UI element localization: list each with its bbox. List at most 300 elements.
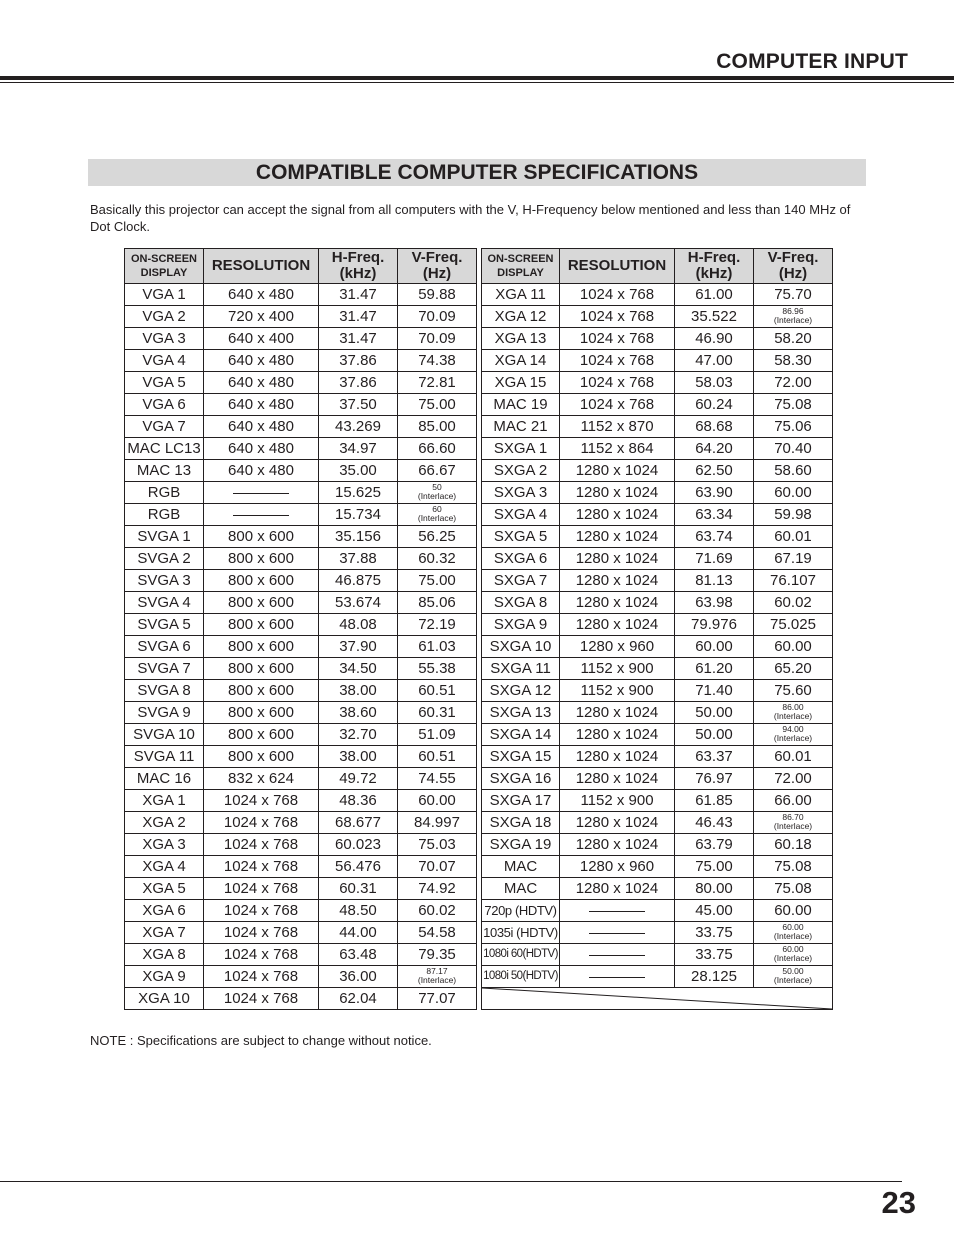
cell-vfreq: 70.07 — [398, 856, 477, 878]
interlace-frequency: 94.00 — [782, 724, 804, 734]
table-row — [125, 922, 833, 944]
interlace-frequency: 60.00 — [782, 922, 804, 932]
cell-hfreq: 43.269 — [319, 416, 398, 438]
cell-vfreq — [754, 724, 833, 746]
interlace-value — [418, 483, 456, 501]
cell-hfreq: 32.70 — [319, 724, 398, 746]
footnote: NOTE : Specifications are subject to change without notice. — [90, 1033, 432, 1048]
cell-hfreq: 46.43 — [675, 812, 754, 834]
table-row — [125, 746, 833, 768]
cell-vfreq: 75.08 — [754, 394, 833, 416]
bottom-rule — [0, 1181, 902, 1182]
top-rule — [0, 76, 954, 80]
table-row — [125, 460, 833, 482]
page-number: 23 — [881, 1185, 916, 1220]
header-resolution: RESOLUTION — [204, 249, 319, 284]
interlace-frequency: 50 — [432, 482, 442, 492]
cell-vfreq: 65.20 — [754, 658, 833, 680]
table-row — [125, 372, 833, 394]
cell-hfreq: 60.00 — [675, 636, 754, 658]
cell-resolution: 1280 x 960 — [560, 636, 675, 658]
cell-vfreq: 76.107 — [754, 570, 833, 592]
cell-display: SXGA 11 — [482, 658, 560, 680]
cell-display: SXGA 12 — [482, 680, 560, 702]
interlace-frequency: 86.96 — [782, 306, 804, 316]
section-title: COMPATIBLE COMPUTER SPECIFICATIONS — [88, 159, 866, 186]
table-row — [125, 702, 833, 724]
cell-hfreq: 60.31 — [319, 878, 398, 900]
cell-vfreq — [754, 306, 833, 328]
cell-resolution: 800 x 600 — [204, 526, 319, 548]
cell-vfreq: 75.06 — [754, 416, 833, 438]
cell-vfreq: 70.09 — [398, 328, 477, 350]
cell-resolution — [560, 900, 675, 922]
interlace-value — [418, 505, 456, 523]
cell-display: SXGA 10 — [482, 636, 560, 658]
cell-vfreq: 59.88 — [398, 284, 477, 306]
interlace-frequency: 86.00 — [782, 702, 804, 712]
cell-vfreq: 72.19 — [398, 614, 477, 636]
cell-resolution: 640 x 480 — [204, 438, 319, 460]
cell-vfreq: 70.09 — [398, 306, 477, 328]
cell-display: XGA 12 — [482, 306, 560, 328]
cell-hfreq: 58.03 — [675, 372, 754, 394]
interlace-label: (Interlace) — [773, 953, 813, 963]
interlace-label: (Interlace) — [773, 711, 813, 721]
cell-resolution: 1280 x 1024 — [560, 702, 675, 724]
top-rule-thin — [0, 82, 954, 83]
interlace-frequency: 50.00 — [782, 966, 804, 976]
cell-resolution: 800 x 600 — [204, 702, 319, 724]
cell-vfreq — [398, 966, 477, 988]
cell-hfreq: 63.74 — [675, 526, 754, 548]
cell-vfreq: 75.60 — [754, 680, 833, 702]
cell-display: SVGA 10 — [125, 724, 204, 746]
empty-cell — [482, 988, 833, 1010]
cell-hfreq: 64.20 — [675, 438, 754, 460]
cell-resolution: 800 x 600 — [204, 592, 319, 614]
cell-hfreq: 80.00 — [675, 878, 754, 900]
table-row — [125, 328, 833, 350]
cell-display: SXGA 15 — [482, 746, 560, 768]
cell-hfreq: 38.00 — [319, 680, 398, 702]
cell-display: VGA 6 — [125, 394, 204, 416]
cell-display: XGA 4 — [125, 856, 204, 878]
table-row — [125, 878, 833, 900]
cell-hfreq: 34.97 — [319, 438, 398, 460]
cell-hfreq: 44.00 — [319, 922, 398, 944]
header-hfreq: H-Freq. (kHz) — [675, 249, 754, 284]
header-resolution: RESOLUTION — [560, 249, 675, 284]
header-vfreq: V-Freq. (Hz) — [754, 249, 833, 284]
page-header-title: COMPUTER INPUT — [716, 50, 908, 73]
cell-display: MAC 21 — [482, 416, 560, 438]
cell-display: XGA 9 — [125, 966, 204, 988]
cell-display: SXGA 9 — [482, 614, 560, 636]
cell-display: SXGA 16 — [482, 768, 560, 790]
cell-display: SXGA 6 — [482, 548, 560, 570]
table-row — [125, 966, 833, 988]
cell-vfreq: 75.70 — [754, 284, 833, 306]
cell-hfreq: 60.023 — [319, 834, 398, 856]
cell-vfreq: 70.40 — [754, 438, 833, 460]
cell-display: XGA 11 — [482, 284, 560, 306]
interlace-label: (Interlace) — [417, 513, 457, 523]
cell-resolution: 1280 x 1024 — [560, 592, 675, 614]
table-row — [125, 438, 833, 460]
cell-hfreq: 48.08 — [319, 614, 398, 636]
table-row — [125, 680, 833, 702]
cell-resolution: 1024 x 768 — [204, 966, 319, 988]
cell-vfreq: 60.31 — [398, 702, 477, 724]
cell-resolution: 1152 x 900 — [560, 680, 675, 702]
cell-resolution: 640 x 400 — [204, 328, 319, 350]
interlace-frequency: 87.17 — [426, 966, 448, 976]
cell-display: MAC LC13 — [125, 438, 204, 460]
cell-display: VGA 3 — [125, 328, 204, 350]
cell-resolution — [204, 482, 319, 504]
cell-hfreq: 81.13 — [675, 570, 754, 592]
cell-vfreq: 51.09 — [398, 724, 477, 746]
cell-vfreq: 60.00 — [754, 900, 833, 922]
table-row — [125, 592, 833, 614]
cell-hfreq: 45.00 — [675, 900, 754, 922]
cell-resolution: 1152 x 870 — [560, 416, 675, 438]
cell-display: SXGA 13 — [482, 702, 560, 724]
cell-resolution: 1280 x 1024 — [560, 812, 675, 834]
cell-display: XGA 7 — [125, 922, 204, 944]
cell-resolution: 640 x 480 — [204, 416, 319, 438]
table-row — [125, 394, 833, 416]
cell-display: RGB — [125, 504, 204, 526]
diagonal-strike — [482, 988, 832, 1009]
cell-resolution: 1024 x 768 — [204, 922, 319, 944]
cell-display: 1080i 50(HDTV) — [482, 966, 560, 988]
cell-vfreq: 72.00 — [754, 372, 833, 394]
table-row — [125, 988, 833, 1010]
cell-hfreq: 63.90 — [675, 482, 754, 504]
cell-hfreq: 15.625 — [319, 482, 398, 504]
cell-resolution: 1280 x 1024 — [560, 548, 675, 570]
cell-display: XGA 14 — [482, 350, 560, 372]
cell-display: SVGA 11 — [125, 746, 204, 768]
cell-hfreq: 53.674 — [319, 592, 398, 614]
cell-vfreq — [754, 812, 833, 834]
cell-resolution: 1152 x 900 — [560, 658, 675, 680]
cell-vfreq: 75.08 — [754, 878, 833, 900]
cell-vfreq: 66.00 — [754, 790, 833, 812]
cell-display: SXGA 18 — [482, 812, 560, 834]
cell-vfreq: 58.60 — [754, 460, 833, 482]
cell-vfreq: 75.025 — [754, 614, 833, 636]
cell-display: SVGA 5 — [125, 614, 204, 636]
header-display: ON-SCREEN DISPLAY — [482, 249, 560, 284]
cell-vfreq — [398, 482, 477, 504]
cell-hfreq: 63.98 — [675, 592, 754, 614]
cell-resolution: 1024 x 768 — [204, 900, 319, 922]
cell-vfreq: 67.19 — [754, 548, 833, 570]
cell-display: SVGA 7 — [125, 658, 204, 680]
cell-resolution: 640 x 480 — [204, 394, 319, 416]
cell-hfreq: 63.79 — [675, 834, 754, 856]
cell-resolution — [560, 944, 675, 966]
table-row — [125, 482, 833, 504]
cell-vfreq: 72.00 — [754, 768, 833, 790]
cell-hfreq: 37.88 — [319, 548, 398, 570]
table-row — [125, 548, 833, 570]
table-row — [125, 416, 833, 438]
cell-resolution: 800 x 600 — [204, 614, 319, 636]
cell-display: XGA 8 — [125, 944, 204, 966]
cell-vfreq: 84.997 — [398, 812, 477, 834]
interlace-label: (Interlace) — [773, 315, 813, 325]
cell-hfreq: 47.00 — [675, 350, 754, 372]
cell-hfreq: 48.50 — [319, 900, 398, 922]
cell-hfreq: 71.40 — [675, 680, 754, 702]
cell-hfreq: 38.00 — [319, 746, 398, 768]
cell-display: SXGA 7 — [482, 570, 560, 592]
cell-vfreq: 66.67 — [398, 460, 477, 482]
cell-display: SXGA 5 — [482, 526, 560, 548]
cell-resolution — [560, 966, 675, 988]
cell-resolution: 720 x 400 — [204, 306, 319, 328]
interlace-label: (Interlace) — [417, 491, 457, 501]
cell-vfreq: 60.02 — [398, 900, 477, 922]
cell-resolution: 1280 x 1024 — [560, 878, 675, 900]
cell-display: VGA 4 — [125, 350, 204, 372]
cell-resolution: 1280 x 1024 — [560, 746, 675, 768]
interlace-value — [774, 923, 812, 941]
interlace-value — [774, 703, 812, 721]
cell-resolution: 1024 x 768 — [560, 328, 675, 350]
cell-resolution: 1280 x 1024 — [560, 504, 675, 526]
table-row — [125, 900, 833, 922]
cell-display: XGA 2 — [125, 812, 204, 834]
cell-resolution: 640 x 480 — [204, 460, 319, 482]
cell-vfreq: 72.81 — [398, 372, 477, 394]
cell-display: SVGA 1 — [125, 526, 204, 548]
cell-vfreq: 85.00 — [398, 416, 477, 438]
cell-vfreq: 56.25 — [398, 526, 477, 548]
table-header-row — [125, 249, 833, 284]
cell-hfreq: 75.00 — [675, 856, 754, 878]
cell-hfreq: 68.677 — [319, 812, 398, 834]
no-resolution-dash — [589, 955, 645, 956]
cell-display: XGA 5 — [125, 878, 204, 900]
cell-resolution: 1280 x 1024 — [560, 482, 675, 504]
cell-resolution: 1024 x 768 — [204, 856, 319, 878]
interlace-label: (Interlace) — [773, 931, 813, 941]
cell-resolution: 1024 x 768 — [204, 944, 319, 966]
header-hfreq: H-Freq. (kHz) — [319, 249, 398, 284]
table-row — [125, 768, 833, 790]
cell-hfreq: 48.36 — [319, 790, 398, 812]
cell-display: SVGA 4 — [125, 592, 204, 614]
cell-hfreq: 50.00 — [675, 724, 754, 746]
table-row — [125, 790, 833, 812]
cell-vfreq: 60.01 — [754, 526, 833, 548]
cell-hfreq: 63.34 — [675, 504, 754, 526]
cell-resolution: 1024 x 768 — [560, 306, 675, 328]
cell-vfreq: 75.08 — [754, 856, 833, 878]
cell-resolution: 1152 x 864 — [560, 438, 675, 460]
cell-display: XGA 15 — [482, 372, 560, 394]
cell-display: MAC 19 — [482, 394, 560, 416]
cell-resolution: 800 x 600 — [204, 658, 319, 680]
table-row — [125, 350, 833, 372]
cell-hfreq: 63.48 — [319, 944, 398, 966]
cell-display: VGA 5 — [125, 372, 204, 394]
cell-display: SXGA 1 — [482, 438, 560, 460]
cell-resolution: 1280 x 1024 — [560, 834, 675, 856]
cell-hfreq: 31.47 — [319, 306, 398, 328]
cell-hfreq: 31.47 — [319, 284, 398, 306]
cell-vfreq: 60.00 — [754, 482, 833, 504]
table-row — [125, 614, 833, 636]
cell-display: SXGA 8 — [482, 592, 560, 614]
cell-hfreq: 61.85 — [675, 790, 754, 812]
cell-resolution: 1024 x 768 — [204, 834, 319, 856]
no-resolution-dash — [589, 911, 645, 912]
cell-hfreq: 61.20 — [675, 658, 754, 680]
cell-hfreq: 49.72 — [319, 768, 398, 790]
cell-vfreq: 75.00 — [398, 570, 477, 592]
cell-vfreq: 74.92 — [398, 878, 477, 900]
cell-display: MAC — [482, 856, 560, 878]
interlace-label: (Interlace) — [417, 975, 457, 985]
cell-display: SVGA 2 — [125, 548, 204, 570]
cell-vfreq — [754, 702, 833, 724]
no-resolution-dash — [233, 515, 289, 516]
diagonal-line — [482, 988, 832, 1009]
cell-display: SVGA 3 — [125, 570, 204, 592]
cell-display: SXGA 2 — [482, 460, 560, 482]
cell-display: VGA 1 — [125, 284, 204, 306]
no-resolution-dash — [233, 493, 289, 494]
cell-hfreq: 38.60 — [319, 702, 398, 724]
cell-vfreq: 60.32 — [398, 548, 477, 570]
cell-resolution: 1280 x 1024 — [560, 570, 675, 592]
cell-resolution: 800 x 600 — [204, 636, 319, 658]
cell-hfreq: 79.976 — [675, 614, 754, 636]
cell-display: MAC 13 — [125, 460, 204, 482]
table-row — [125, 658, 833, 680]
interlace-frequency: 86.70 — [782, 812, 804, 822]
cell-display: SXGA 17 — [482, 790, 560, 812]
interlace-frequency: 60.00 — [782, 944, 804, 954]
cell-hfreq: 37.86 — [319, 372, 398, 394]
cell-vfreq — [398, 504, 477, 526]
spec-table — [124, 248, 833, 1010]
cell-resolution: 1280 x 1024 — [560, 724, 675, 746]
cell-hfreq: 35.522 — [675, 306, 754, 328]
cell-hfreq: 33.75 — [675, 944, 754, 966]
cell-display: VGA 7 — [125, 416, 204, 438]
table-row — [125, 284, 833, 306]
cell-resolution: 1024 x 768 — [560, 372, 675, 394]
cell-resolution: 1024 x 768 — [204, 812, 319, 834]
table-row — [125, 570, 833, 592]
spec-table-body — [125, 284, 833, 1010]
cell-hfreq: 37.50 — [319, 394, 398, 416]
cell-display: XGA 1 — [125, 790, 204, 812]
cell-display: MAC 16 — [125, 768, 204, 790]
table-row — [125, 834, 833, 856]
no-resolution-dash — [589, 933, 645, 934]
cell-vfreq: 59.98 — [754, 504, 833, 526]
cell-display: RGB — [125, 482, 204, 504]
cell-hfreq: 34.50 — [319, 658, 398, 680]
table-row — [125, 724, 833, 746]
cell-resolution: 800 x 600 — [204, 548, 319, 570]
cell-hfreq: 37.86 — [319, 350, 398, 372]
cell-vfreq — [754, 922, 833, 944]
cell-display: XGA 6 — [125, 900, 204, 922]
intro-paragraph: Basically this projector can accept the signal from all computers with the V, H-Frequency below mentioned and less than 140 MHz of Dot Clock. — [90, 202, 851, 234]
cell-hfreq: 31.47 — [319, 328, 398, 350]
table-row — [125, 504, 833, 526]
cell-display: XGA 10 — [125, 988, 204, 1010]
cell-resolution: 1280 x 1024 — [560, 614, 675, 636]
interlace-value — [774, 967, 812, 985]
cell-resolution: 640 x 480 — [204, 284, 319, 306]
interlace-value — [774, 945, 812, 963]
cell-display: 1080i 60(HDTV) — [482, 944, 560, 966]
cell-hfreq: 36.00 — [319, 966, 398, 988]
cell-vfreq: 60.51 — [398, 746, 477, 768]
cell-hfreq: 68.68 — [675, 416, 754, 438]
interlace-value — [774, 725, 812, 743]
cell-display: XGA 3 — [125, 834, 204, 856]
cell-hfreq: 46.90 — [675, 328, 754, 350]
cell-vfreq: 60.02 — [754, 592, 833, 614]
spec-table-container — [124, 248, 833, 1010]
cell-resolution: 800 x 600 — [204, 746, 319, 768]
cell-resolution: 640 x 480 — [204, 350, 319, 372]
cell-resolution: 1280 x 1024 — [560, 460, 675, 482]
cell-vfreq: 60.51 — [398, 680, 477, 702]
cell-hfreq: 35.00 — [319, 460, 398, 482]
cell-display: SVGA 9 — [125, 702, 204, 724]
cell-vfreq: 60.00 — [754, 636, 833, 658]
cell-resolution: 832 x 624 — [204, 768, 319, 790]
cell-display: SXGA 4 — [482, 504, 560, 526]
cell-resolution — [204, 504, 319, 526]
cell-vfreq: 60.01 — [754, 746, 833, 768]
interlace-value — [774, 307, 812, 325]
interlace-label: (Interlace) — [773, 733, 813, 743]
cell-display: SXGA 19 — [482, 834, 560, 856]
cell-vfreq: 60.00 — [398, 790, 477, 812]
interlace-label: (Interlace) — [773, 821, 813, 831]
cell-vfreq — [754, 944, 833, 966]
table-row — [125, 812, 833, 834]
cell-hfreq: 71.69 — [675, 548, 754, 570]
cell-hfreq: 33.75 — [675, 922, 754, 944]
cell-display: SVGA 6 — [125, 636, 204, 658]
interlace-label: (Interlace) — [773, 975, 813, 985]
cell-resolution: 1280 x 1024 — [560, 526, 675, 548]
cell-vfreq: 54.58 — [398, 922, 477, 944]
cell-vfreq: 74.55 — [398, 768, 477, 790]
cell-display: VGA 2 — [125, 306, 204, 328]
cell-resolution: 800 x 600 — [204, 570, 319, 592]
cell-display: SXGA 14 — [482, 724, 560, 746]
cell-display: SXGA 3 — [482, 482, 560, 504]
cell-hfreq: 60.24 — [675, 394, 754, 416]
cell-resolution: 1152 x 900 — [560, 790, 675, 812]
cell-display: 720p (HDTV) — [482, 900, 560, 922]
